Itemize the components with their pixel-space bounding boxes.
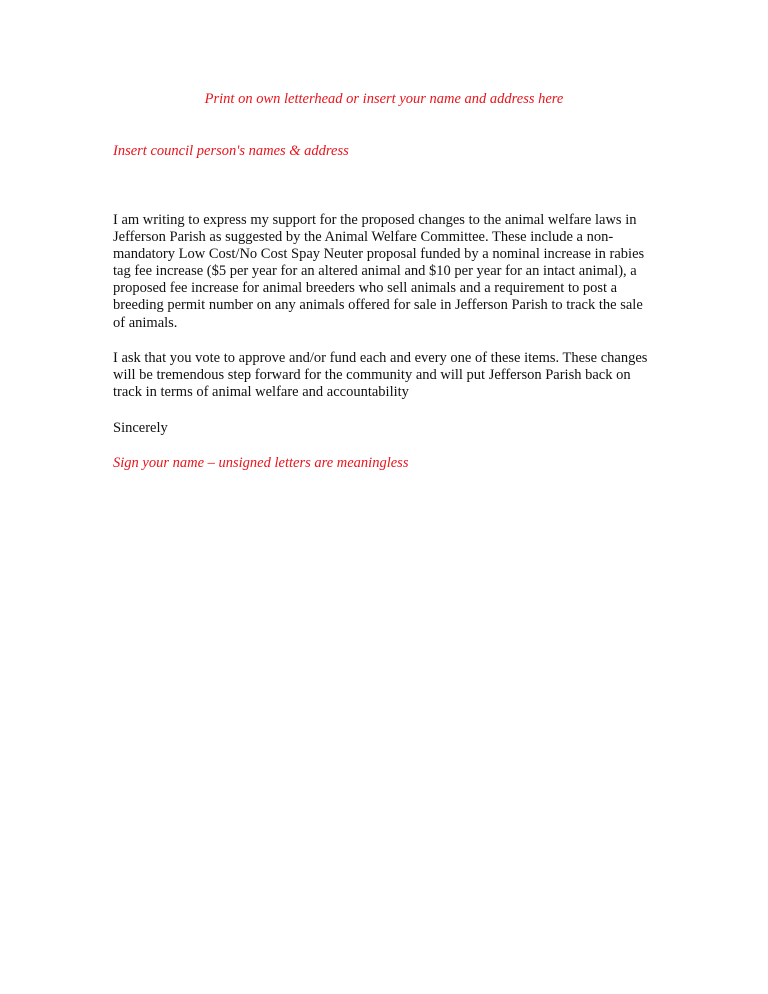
letterhead-instruction: Print on own letterhead or insert your name and address here	[204, 91, 564, 107]
letter-paragraph-request: I ask that you vote to approve and/or fund each and every one of these items. These changes will be tremendous step forward for the community and will put Jefferson Parish back on track in terms of animal welfare and accountability	[113, 350, 648, 401]
letter-closing: Sincerely	[113, 420, 168, 436]
recipient-instruction: Insert council person's names & address	[113, 143, 349, 159]
letter-paragraph-support: I am writing to express my support for the proposed changes to the animal welfare laws in Jefferson Parish as suggested by the Animal Welfare Committee. These include a non-mandatory Low Cost/No Cost Spay Neuter proposal funded by a nominal increase in rabies tag fee increase ($5 per year for an altered animal and $10 per year for an intact animal), a proposed fee increase for animal breeders who sell animals and a requirement to post a breeding permit number on any animals offered for sale in Jefferson Parish to track the sale of animals.	[113, 212, 645, 331]
signature-instruction: Sign your name – unsigned letters are meaningless	[113, 455, 409, 471]
